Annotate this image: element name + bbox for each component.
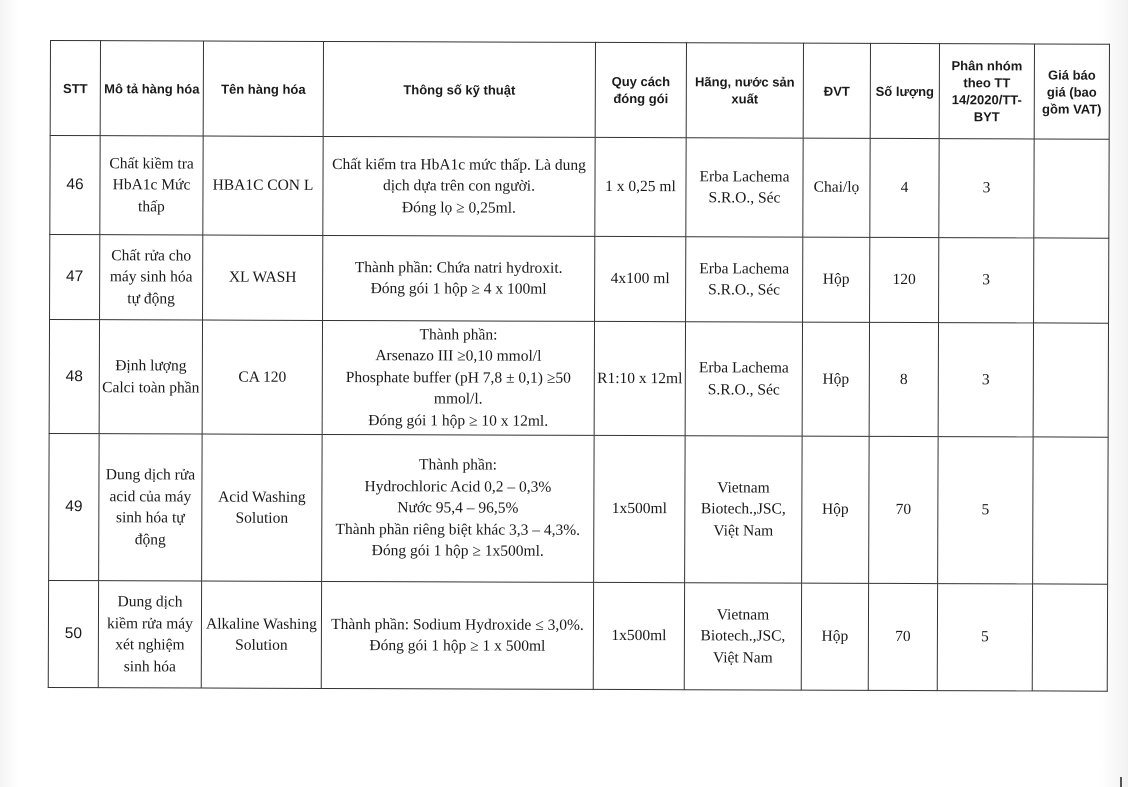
cell-stt: 46 <box>50 136 100 235</box>
quotation-table <box>48 40 1110 692</box>
cell-price <box>1034 139 1109 238</box>
cell-manufacturer: Vietnam Biotech.,JSC, Việt Nam <box>685 436 803 583</box>
cell-description: Định lượng Calci toàn phần <box>99 320 202 434</box>
cell-quantity: 120 <box>870 237 939 322</box>
cell-spec <box>321 581 593 689</box>
spec-line: Thành phần: <box>419 456 498 474</box>
spec-line: Arsenazo III ≥0,10 mmol/l <box>375 347 542 365</box>
cell-group: 3 <box>938 323 1033 437</box>
cell-manufacturer: Erba Lachema S.R.O., Séc <box>686 237 803 322</box>
page-corner-mark <box>1110 777 1122 787</box>
cell-packaging: 1 x 0,25 ml <box>595 137 686 236</box>
spec-line: Thành phần: Chứa natri hydroxit. <box>354 258 563 277</box>
cell-spec <box>323 235 595 321</box>
cell-quantity: 8 <box>869 322 938 436</box>
spec-line: Đóng gói 1 hộp ≥ 10 x 12ml. <box>368 411 549 430</box>
cell-stt: 47 <box>50 235 100 320</box>
spec-line: Đóng gói 1 hộp ≥ 4 x 100ml <box>370 280 547 298</box>
cell-quantity: 70 <box>868 583 937 690</box>
spec-line: Đóng gói 1 hộp ≥ 1x500ml. <box>371 542 544 560</box>
cell-price <box>1033 437 1109 584</box>
cell-stt: 50 <box>48 580 98 687</box>
cell-description: Chất kiềm tra HbA1c Mức thấp <box>100 136 203 235</box>
cell-stt: 49 <box>49 433 100 580</box>
cell-name: Acid Washing Solution <box>202 434 323 581</box>
table-row <box>50 235 1109 324</box>
cell-description: Dung dịch kiềm rửa máy xét nghiệm sinh hóa <box>98 581 201 688</box>
spec-line: Hydrochloric Acid 0,2 – 0,3% <box>364 477 552 496</box>
table-row <box>50 136 1109 239</box>
cell-unit: Hộp <box>802 436 870 583</box>
header-manufacturer: Hãng, nước sản xuất <box>686 43 803 138</box>
header-quantity: Số lượng <box>870 43 939 138</box>
cell-packaging: 4x100 ml <box>595 236 686 321</box>
cell-manufacturer: Vietnam Biotech.,JSC, Việt Nam <box>684 583 801 690</box>
spec-line: Chất kiểm tra HbA1c mức thấp. Là dung dịch dựa trên con người. <box>332 155 586 195</box>
cell-unit: Chai/lọ <box>803 138 870 237</box>
cell-description: Chất rửa cho máy sinh hóa tự động <box>100 235 203 320</box>
cell-unit: Hộp <box>803 237 870 322</box>
header-group: Phân nhóm theo TT 14/2020/TT-BYT <box>939 44 1034 139</box>
spec-line: Thành phần: Sodium Hydroxide ≤ 3,0%. <box>331 615 584 634</box>
header-unit: ĐVT <box>803 43 870 138</box>
spec-line: Đóng lọ ≥ 0,25ml. <box>401 198 516 217</box>
header-stt: STT <box>50 41 100 136</box>
cell-packaging: R1:10 x 12ml <box>594 321 685 435</box>
cell-packaging: 1x500ml <box>593 582 684 689</box>
cell-manufacturer: Erba Lachema S.R.O., Séc <box>685 322 802 436</box>
cell-manufacturer: Erba Lachema S.R.O., Séc <box>686 138 803 237</box>
cell-unit: Hộp <box>802 322 869 436</box>
header-spec: Thông số kỹ thuật <box>323 41 595 137</box>
table-row <box>49 320 1108 438</box>
spec-line: Thành phần riêng biệt khác 3,3 – 4,3%. <box>335 520 581 539</box>
cell-spec <box>323 136 595 236</box>
cell-name: Alkaline Washing Solution <box>201 581 321 688</box>
cell-spec <box>322 320 594 435</box>
cell-unit: Hộp <box>801 583 868 690</box>
cell-price <box>1033 323 1108 437</box>
header-row <box>50 41 1109 140</box>
cell-group: 5 <box>937 584 1032 691</box>
cell-quantity: 70 <box>869 436 939 583</box>
cell-quantity: 4 <box>870 138 939 237</box>
header-price: Giá báo giá (bao gồm VAT) <box>1034 44 1109 139</box>
cell-price <box>1032 584 1107 691</box>
cell-price <box>1034 238 1109 323</box>
table-row <box>48 580 1107 691</box>
cell-spec <box>322 434 595 582</box>
cell-name: HBA1C CON L <box>203 136 323 235</box>
spec-line: Đóng gói 1 hộp ≥ 1 x 500ml <box>369 637 546 655</box>
table-row <box>49 433 1109 584</box>
cell-description: Dung dịch rửa acid của máy sinh hóa tự động <box>99 434 203 581</box>
cell-name: XL WASH <box>203 235 323 320</box>
spec-line: Phosphate buffer (pH 7,8 ± 0,1) ≥50 mmol/l. <box>345 368 571 408</box>
cell-packaging: 1x500ml <box>594 435 686 582</box>
cell-stt: 48 <box>49 320 99 434</box>
cell-group: 3 <box>939 238 1034 323</box>
cell-group: 5 <box>938 437 1034 584</box>
header-description: Mô tả hàng hóa <box>100 41 203 136</box>
spec-line: Nước 95,4 – 96,5% <box>397 499 519 517</box>
cell-name: CA 120 <box>202 320 322 434</box>
header-packaging: Quy cách đóng gói <box>595 42 686 137</box>
header-name: Tên hàng hóa <box>203 41 323 136</box>
spec-line: Thành phần: <box>419 326 498 344</box>
cell-group: 3 <box>939 139 1034 238</box>
